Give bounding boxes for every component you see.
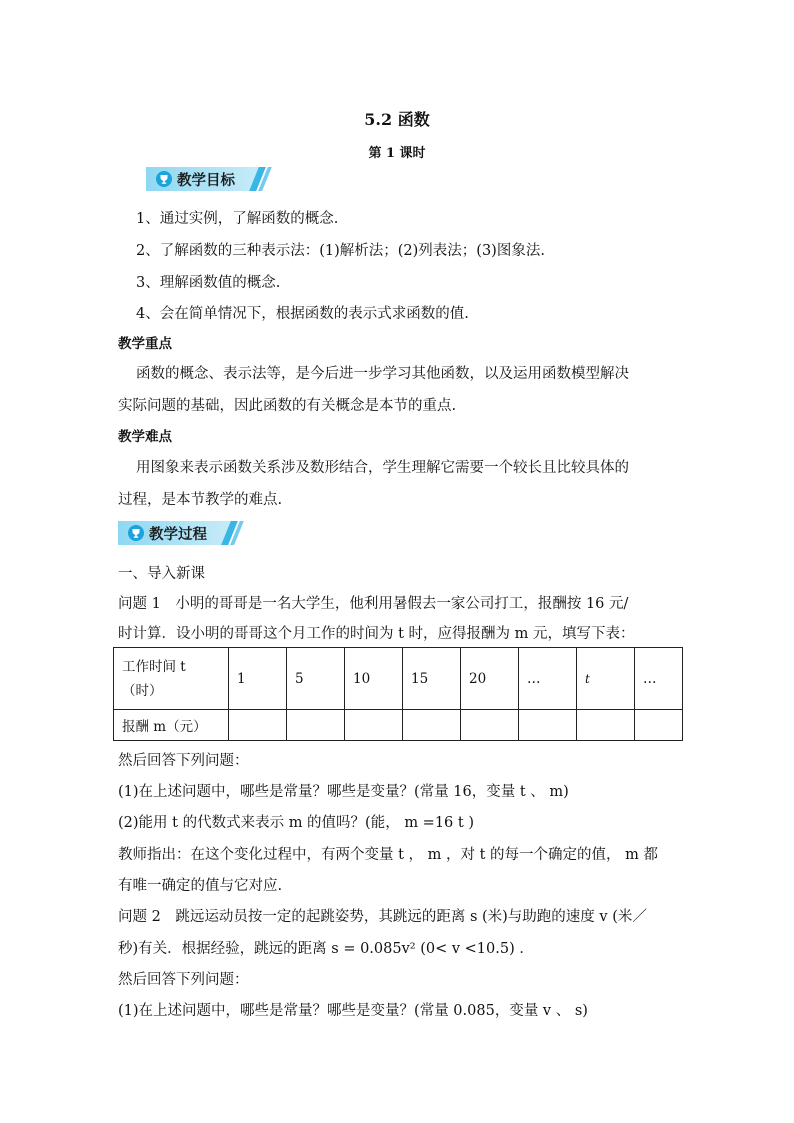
question-1-line: 时计算．设小明的哥哥这个月工作的时间为 t 时，应得报酬为 m 元，填写下表： — [118, 626, 635, 642]
question-2-line: 问题 2 跳远运动员按一定的起跳姿势，其跳远的距离 s (米)与助跑的速度 v (米／ — [118, 909, 647, 925]
key-point-line: 实际问题的基础，因此函数的有关概念是本节的重点. — [118, 398, 457, 414]
table-cell: … — [519, 648, 577, 710]
table-row — [114, 648, 683, 710]
table-cell — [229, 710, 287, 741]
answer-intro: 然后回答下列问题： — [118, 753, 249, 769]
table-cell — [287, 710, 345, 741]
table-cell: 10 — [345, 648, 403, 710]
table-cell — [519, 710, 577, 741]
teacher-note-line: 教师指出：在这个变化过程中，有两个变量 t ， m ，对 t 的每一个确定的值， m 都 — [118, 847, 659, 863]
section-banner-objectives — [146, 167, 270, 191]
objective-item: 4、会在简单情况下，根据函数的表示式求函数的值. — [136, 306, 469, 322]
key-point-line: 函数的概念、表示法等，是今后进一步学习其他函数，以及运用函数模型解决 — [136, 366, 629, 382]
trophy-icon — [128, 525, 144, 541]
key-point-heading: 教学重点 — [118, 336, 172, 352]
table-cell — [461, 710, 519, 741]
objective-item: 2、了解函数的三种表示法：(1)解析法；(2)列表法；(3)图象法. — [136, 243, 545, 259]
question-1-sub-2: (2)能用 t 的代数式来表示 m 的值吗？(能， m =16 t ) — [118, 815, 474, 831]
table-cell: 20 — [461, 648, 519, 710]
table-cell: … — [635, 648, 683, 710]
lesson-subtitle: 第 1 课时 — [368, 146, 426, 161]
section-label: 教学过程 — [149, 527, 207, 543]
section-label: 教学目标 — [177, 173, 235, 189]
intro-heading: 一、导入新课 — [118, 566, 205, 582]
table-cell: 5 — [287, 648, 345, 710]
difficulty-line: 用图象来表示函数关系涉及数形结合，学生理解它需要一个较长且比较具体的 — [136, 460, 629, 476]
table-cell — [577, 710, 635, 741]
table-cell — [345, 710, 403, 741]
section-banner-process — [118, 521, 242, 545]
objective-item: 1、通过实例，了解函数的概念. — [136, 211, 339, 227]
objective-item: 3、理解函数值的概念. — [136, 275, 281, 291]
teacher-note-line: 有唯一确定的值与它对应. — [118, 878, 283, 894]
table-cell — [403, 710, 461, 741]
table-header-cell: 工作时间 t （时） — [114, 648, 229, 710]
table-cell — [635, 710, 683, 741]
table-cell: 15 — [403, 648, 461, 710]
table-cell: 1 — [229, 648, 287, 710]
table-header-cell: 报酬 m（元） — [114, 710, 229, 741]
answer-intro: 然后回答下列问题： — [118, 972, 249, 988]
question-1-line: 问题 1 小明的哥哥是一名大学生，他利用暑假去一家公司打工，报酬按 16 元/ — [118, 596, 629, 612]
trophy-icon — [156, 171, 172, 187]
table-cell: t — [577, 648, 635, 710]
difficulty-line: 过程，是本节教学的难点. — [118, 492, 283, 508]
question-2-sub-1: (1)在上述问题中，哪些是常量？哪些是变量？(常量 0.085，变量 v 、 s) — [118, 1003, 588, 1019]
wage-table — [113, 647, 683, 741]
difficulty-heading: 教学难点 — [118, 429, 172, 445]
page-title: 5.2 函数 — [364, 110, 430, 129]
question-2-line: 秒)有关．根据经验，跳远的距离 s = 0.085v² (0< v <10.5) ． — [118, 941, 534, 957]
table-row — [114, 710, 683, 741]
question-1-sub-1: (1)在上述问题中，哪些是常量？哪些是变量？(常量 16，变量 t 、 m) — [118, 784, 569, 800]
